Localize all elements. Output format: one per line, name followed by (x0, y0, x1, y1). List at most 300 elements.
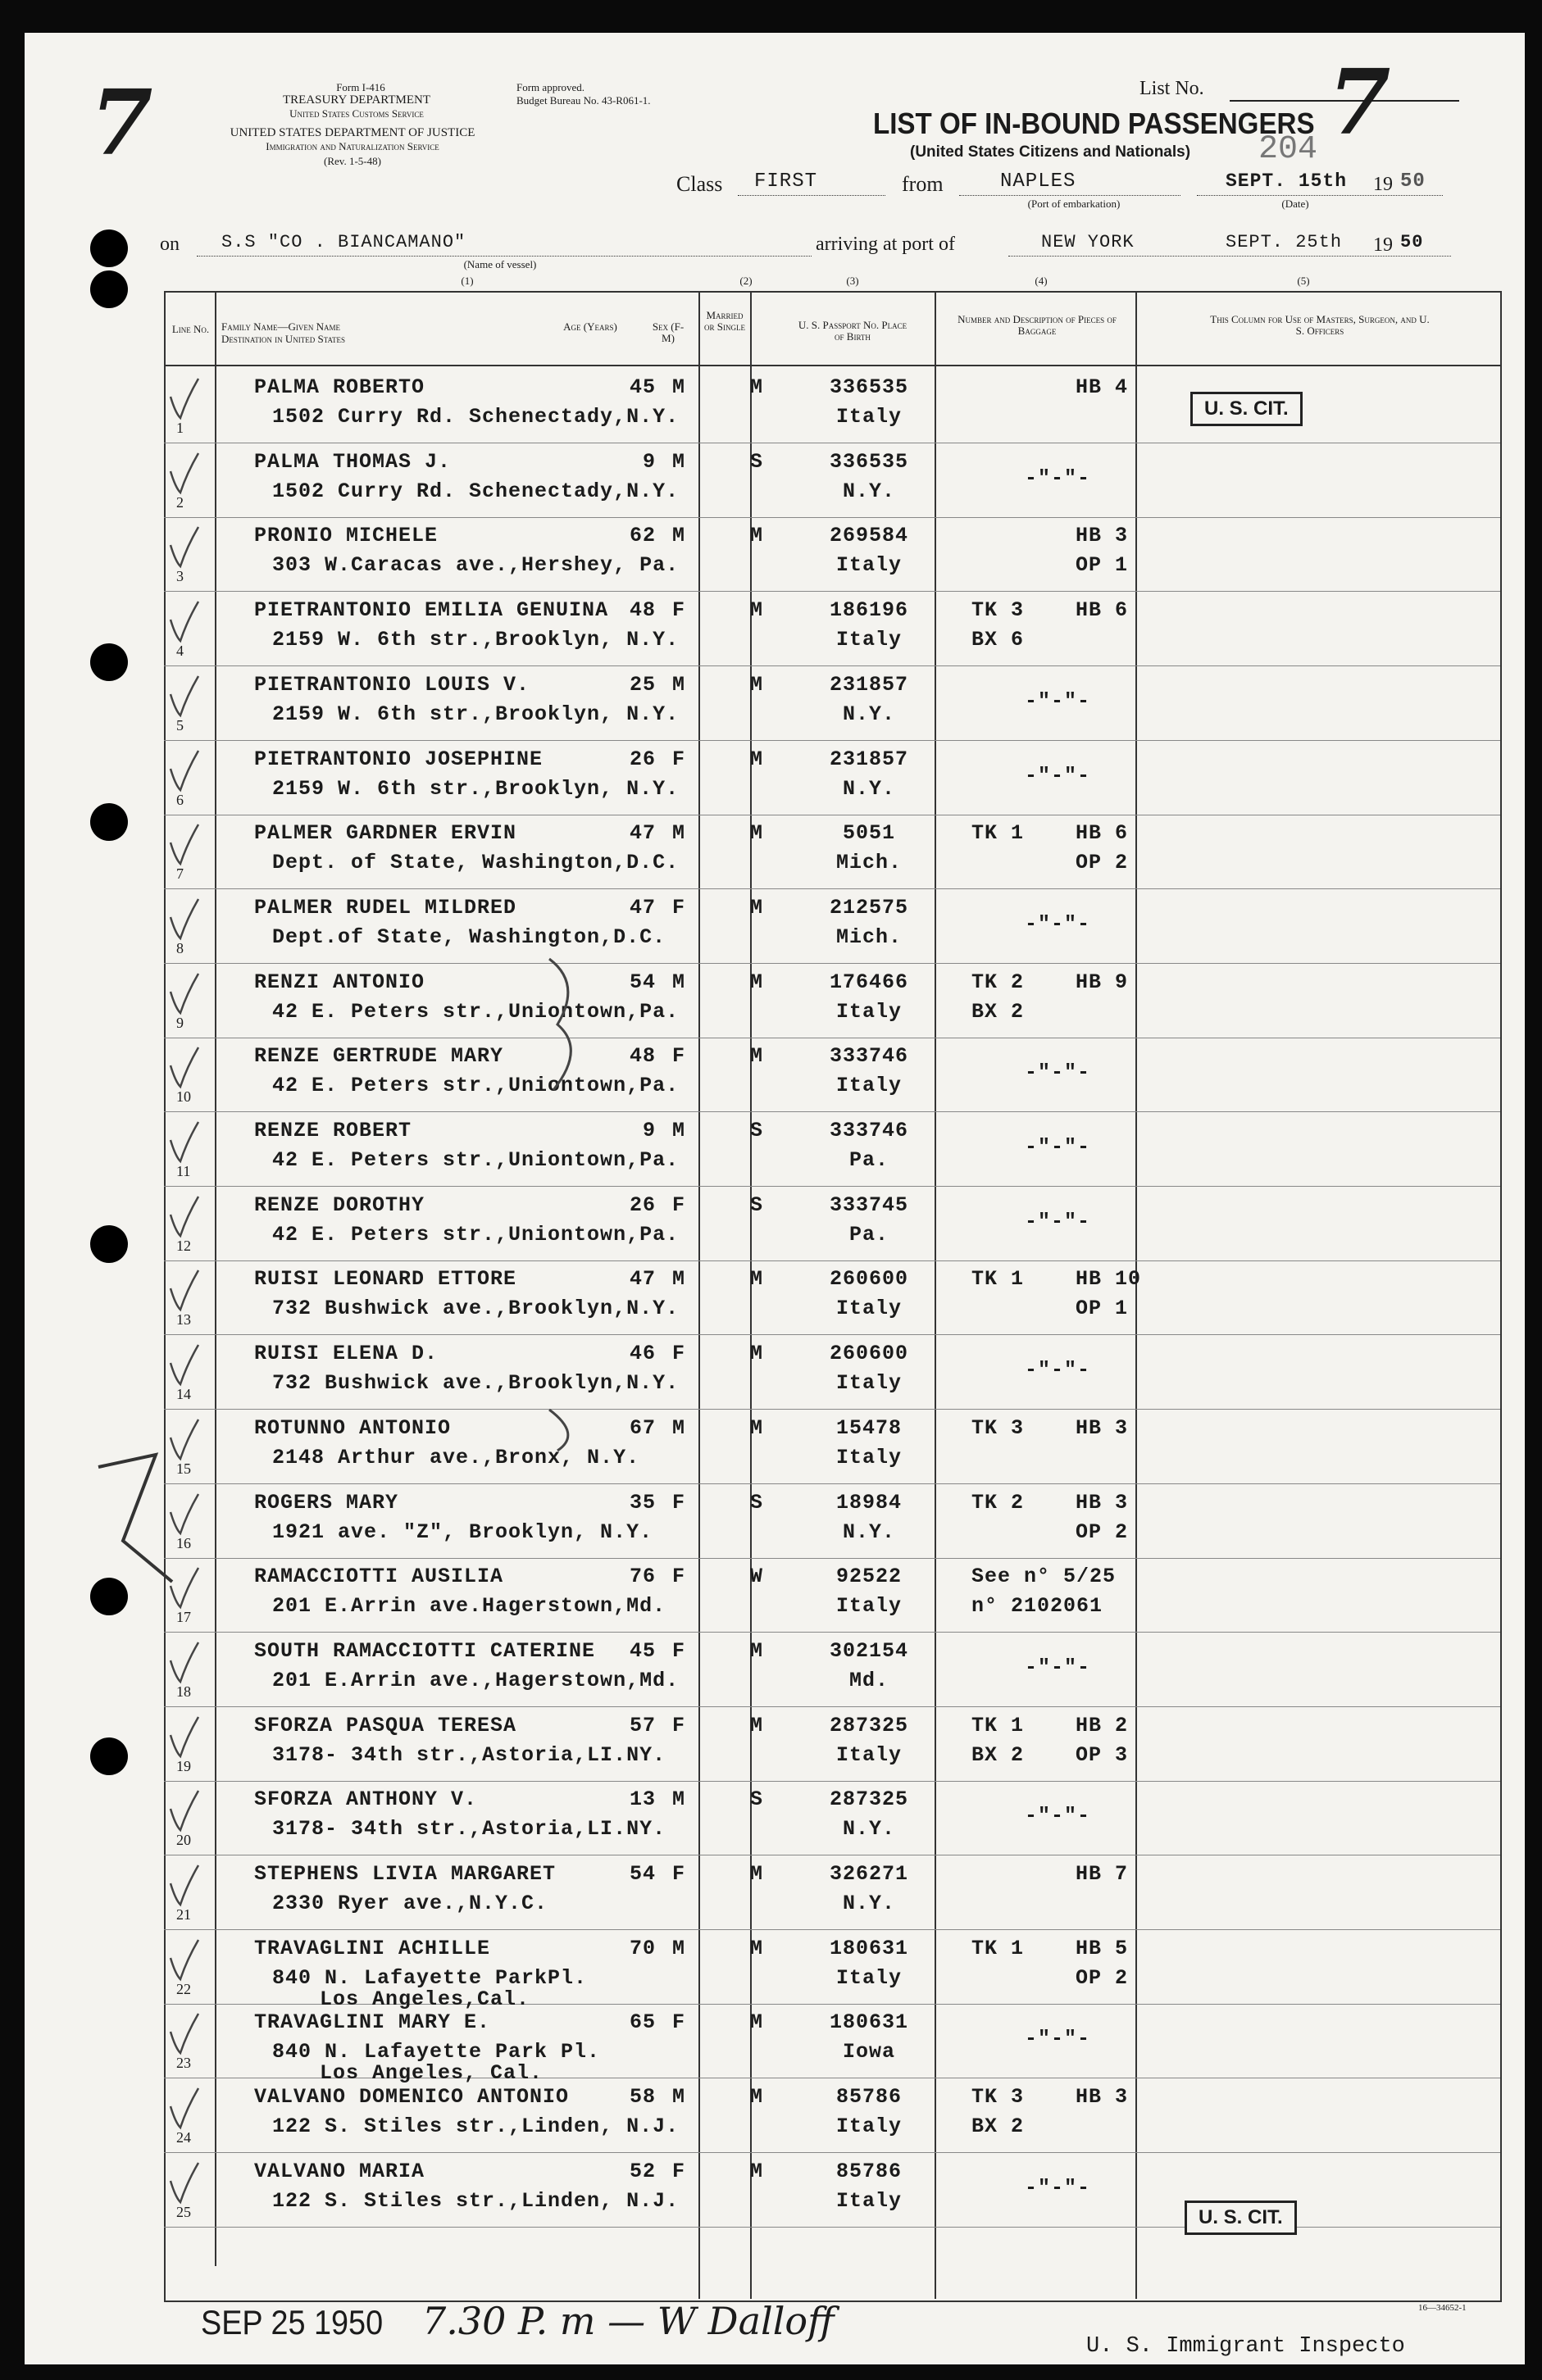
marital-status: M (750, 2085, 764, 2110)
destination-address: 2159 W. 6th str.,Brooklyn, N.Y. (272, 776, 680, 801)
marital-status: M (750, 821, 764, 846)
passport-number: 92522 (835, 1565, 902, 1589)
budget-bureau: Budget Bureau No. 43-R061-1. (516, 94, 651, 107)
passenger-sex: F (672, 2010, 686, 2035)
passenger-name: VALVANO DOMENICO ANTONIO (254, 2085, 570, 2110)
passport-number: 287325 (829, 1713, 908, 1737)
baggage-left-2: BX 2 (971, 2114, 1025, 2139)
baggage-left-2: n° 2102061 (971, 1594, 1103, 1619)
passenger-name: SOUTH RAMACCIOTTI CATERINE (254, 1638, 596, 1663)
baggage-left-2: BX 2 (971, 1742, 1025, 1767)
destination-address: Dept.of State, Washington,D.C. (272, 924, 666, 949)
destination-address-cont: Los Angeles,Cal. (320, 1987, 530, 2011)
table-row (164, 443, 1500, 518)
line-number: 8 (176, 939, 184, 956)
passenger-sex: M (672, 821, 686, 846)
class-line (738, 195, 885, 196)
table-row (164, 1707, 1500, 1782)
passport-number: 212575 (829, 895, 908, 920)
date-caption: (Date) (1281, 198, 1309, 210)
header-divider (164, 365, 1500, 366)
passenger-name: VALVANO MARIA (254, 2159, 425, 2183)
page-title: LIST OF IN-BOUND PASSENGERS (873, 107, 1315, 140)
marital-status: S (750, 449, 764, 474)
passenger-sex: F (672, 1565, 686, 1589)
checkmark-icon (164, 1192, 205, 1241)
table-row (164, 1335, 1500, 1410)
passenger-name: SFORZA PASQUA TERESA (254, 1713, 517, 1737)
col-num: (3) (846, 275, 859, 287)
passenger-age: 54 (629, 970, 656, 994)
passenger-age: 58 (629, 2085, 656, 2110)
page-subtitle: (United States Citizens and Nationals) (910, 143, 1191, 161)
passenger-age: 26 (629, 747, 656, 771)
passenger-sex: M (672, 970, 686, 994)
table-row (164, 1781, 1500, 1855)
baggage-left-1: TK 1 (971, 821, 1025, 846)
line-number: 13 (176, 1311, 191, 1329)
marital-status: S (750, 1192, 764, 1217)
place-of-birth: Italy (835, 1742, 902, 1767)
checkmark-icon (164, 1712, 205, 1761)
arriving-label: arriving at port of (816, 234, 955, 255)
checkmark-icon (164, 374, 205, 423)
passenger-name: STEPHENS LIVIA MARGARET (254, 1862, 557, 1886)
baggage-ditto: -"-"- (1025, 1804, 1091, 1828)
baggage-right-1: HB 3 (1076, 1490, 1129, 1515)
baggage-right-2: OP 2 (1076, 851, 1129, 875)
arrival-year-prefix: 19 (1373, 234, 1393, 256)
passenger-sex: M (672, 2085, 686, 2110)
destination-address: 201 E.Arrin ave.Hagerstown,Md. (272, 1594, 666, 1619)
baggage-ditto: -"-"- (1025, 688, 1091, 713)
baggage-left-2: BX 6 (971, 628, 1025, 652)
place-of-birth: Italy (835, 1965, 902, 1990)
line-number: 6 (176, 791, 184, 808)
line-number: 7 (176, 865, 184, 883)
from-value: NAPLES (1000, 170, 1076, 193)
baggage-right-2: OP 3 (1076, 1742, 1129, 1767)
marital-status: M (750, 970, 764, 994)
passenger-name: RENZE GERTRUDE MARY (254, 1044, 504, 1069)
destination-address: 201 E.Arrin ave.,Hagerstown,Md. (272, 1668, 680, 1692)
passenger-sex: M (672, 449, 686, 474)
passenger-age: 47 (629, 1267, 656, 1292)
vessel-name: S.S "CO . BIANCAMANO" (221, 232, 466, 252)
passport-number: 15478 (835, 1415, 902, 1440)
passenger-sex: F (672, 1713, 686, 1737)
checkmark-icon (164, 820, 205, 869)
passenger-age: 45 (629, 1638, 656, 1663)
marital-status: M (750, 524, 764, 548)
passenger-age: 25 (629, 672, 656, 697)
destination-address: 1502 Curry Rd. Schenectady,N.Y. (272, 405, 680, 429)
baggage-right-1: HB 4 (1076, 375, 1129, 399)
dept-justice: UNITED STATES DEPARTMENT OF JUSTICE (230, 126, 475, 139)
form-number: Form I-416 (336, 81, 385, 93)
baggage-right-2: OP 2 (1076, 1965, 1129, 1990)
punch-hole (90, 643, 128, 681)
passenger-name: SFORZA ANTHONY V. (254, 1787, 478, 1812)
baggage-left-1: TK 1 (971, 1713, 1025, 1737)
baggage-left-1: TK 1 (971, 1267, 1025, 1292)
passenger-sex: F (672, 1490, 686, 1515)
form-code: 16—34652-1 (1418, 2303, 1467, 2313)
passenger-sex: F (672, 1638, 686, 1663)
checkmark-icon (164, 2158, 205, 2207)
table-row (164, 1187, 1500, 1261)
passenger-sex: F (672, 747, 686, 771)
inspector-label: U. S. Immigrant Inspecto (1086, 2334, 1405, 2359)
place-of-birth: Italy (835, 1594, 902, 1619)
passport-number: 231857 (829, 672, 908, 697)
baggage-left-1: TK 2 (971, 1490, 1025, 1515)
arrival-year: 50 (1400, 232, 1424, 252)
checkmark-icon (164, 597, 205, 646)
line-number: 3 (176, 568, 184, 585)
passport-number: 333746 (829, 1119, 908, 1142)
place-of-birth: Italy (835, 553, 902, 578)
destination-address: 3178- 34th str.,Astoria,LI.NY. (272, 1817, 666, 1842)
checkmark-icon (164, 746, 205, 795)
place-of-birth: Italy (835, 999, 902, 1024)
checkmark-icon (164, 2083, 205, 2132)
passenger-sex: M (672, 1936, 686, 1960)
passport-number: 333745 (829, 1192, 908, 1217)
passenger-sex: M (672, 1119, 686, 1142)
handwritten-marks (74, 1442, 189, 1606)
line-number: 2 (176, 493, 184, 511)
footer-date-stamp: SEP 25 1950 (201, 2303, 384, 2341)
marital-status: M (750, 1044, 764, 1069)
baggage-right-1: HB 9 (1076, 970, 1129, 994)
vessel-line (197, 256, 812, 257)
checkmark-icon (164, 1340, 205, 1389)
corner-list-mark: 7 (90, 70, 153, 175)
place-of-birth: Italy (835, 2114, 902, 2139)
baggage-right-1: HB 6 (1076, 821, 1129, 846)
marital-status: M (750, 1267, 764, 1292)
marital-status: S (750, 1787, 764, 1812)
passport-number: 336535 (829, 449, 908, 474)
table-row (164, 2004, 1500, 2086)
manifest-sheet (25, 33, 1525, 2364)
form-approved: Form approved. (516, 81, 585, 93)
punch-hole (90, 270, 128, 308)
col-num: (5) (1297, 275, 1310, 287)
handwritten-bracket (541, 951, 590, 1459)
checkmark-icon (164, 1786, 205, 1835)
line-number: 5 (176, 716, 184, 734)
passenger-sex: F (672, 1044, 686, 1069)
passenger-sex: M (672, 375, 686, 399)
table-row (164, 592, 1500, 666)
passport-number: 231857 (829, 747, 908, 771)
passenger-age: 35 (629, 1490, 656, 1515)
passport-number: 333746 (829, 1044, 908, 1069)
baggage-ditto: -"-"- (1025, 763, 1091, 788)
table-row (164, 741, 1500, 815)
col-num: (1) (461, 275, 474, 287)
depart-date: SEPT. 15th (1226, 170, 1348, 192)
baggage-right-2: OP 1 (1076, 1297, 1129, 1321)
col-num: (2) (739, 275, 753, 287)
passenger-sex: F (672, 2159, 686, 2183)
table-row (164, 964, 1500, 1038)
line-number: 23 (176, 2055, 191, 2072)
passenger-age: 65 (629, 2010, 656, 2035)
passenger-name: RUISI ELENA D. (254, 1342, 439, 1366)
destination-address: 1921 ave. "Z", Brooklyn, N.Y. (272, 1519, 653, 1544)
place-of-birth: Italy (835, 1074, 902, 1098)
passenger-age: 13 (629, 1787, 656, 1812)
destination-address: 732 Bushwick ave.,Brooklyn,N.Y. (272, 1371, 680, 1396)
baggage-left-1: TK 2 (971, 970, 1025, 994)
baggage-left-1: See n° 5/25 (971, 1565, 1117, 1589)
marital-status: M (750, 672, 764, 697)
passport-number: 85786 (835, 2085, 902, 2110)
line-number: 22 (176, 1980, 191, 1997)
table-row (164, 1038, 1500, 1112)
marital-status: M (750, 1342, 764, 1366)
class-value: FIRST (754, 170, 818, 193)
passenger-age: 45 (629, 375, 656, 399)
checkmark-icon (164, 671, 205, 720)
line-number: 4 (176, 643, 184, 660)
passenger-sex: F (672, 598, 686, 623)
baggage-ditto: -"-"- (1025, 911, 1091, 936)
baggage-right-1: HB 10 (1076, 1267, 1142, 1292)
passenger-age: 26 (629, 1192, 656, 1217)
passenger-name: PALMA ROBERTO (254, 375, 425, 399)
line-number: 21 (176, 1906, 191, 1923)
passenger-age: 46 (629, 1342, 656, 1366)
destination-address: 122 S. Stiles str.,Linden, N.J. (272, 2114, 680, 2139)
passport-number: 260600 (829, 1342, 908, 1366)
passenger-age: 9 (642, 449, 656, 474)
marital-status: M (750, 1415, 764, 1440)
place-of-birth: N.Y. (842, 1817, 895, 1842)
list-no-label: List No. (1139, 78, 1204, 99)
destination-address: Dept. of State, Washington,D.C. (272, 851, 680, 875)
passenger-age: 62 (629, 524, 656, 548)
destination-address: 3178- 34th str.,Astoria,LI.NY. (272, 1742, 666, 1767)
baggage-ditto: -"-"- (1025, 1135, 1091, 1159)
passenger-sex: F (672, 1862, 686, 1886)
passenger-sex: F (672, 895, 686, 920)
marital-status: M (750, 1862, 764, 1886)
baggage-left-1: TK 1 (971, 1936, 1025, 1960)
passenger-sex: F (672, 1342, 686, 1366)
destination-address: 42 E. Peters str.,Uniontown,Pa. (272, 1074, 680, 1098)
destination-address: 840 N. Lafayette ParkPl. (272, 1965, 588, 1990)
stamp-number: 204 (1258, 131, 1318, 168)
passenger-sex: M (672, 1787, 686, 1812)
passenger-sex: M (672, 672, 686, 697)
place-of-birth: N.Y. (842, 1519, 895, 1544)
passport-number: 326271 (829, 1862, 908, 1886)
passenger-age: 48 (629, 598, 656, 623)
punch-hole (90, 229, 128, 267)
date-line (1197, 195, 1443, 196)
embark-caption: (Port of embarkation) (1027, 198, 1121, 210)
passenger-name: PRONIO MICHELE (254, 524, 439, 548)
marital-status: M (750, 2159, 764, 2183)
checkmark-icon (164, 969, 205, 1018)
table-row (164, 815, 1500, 889)
destination-address: 122 S. Stiles str.,Linden, N.J. (272, 2188, 680, 2213)
baggage-right-2: OP 1 (1076, 553, 1129, 578)
passenger-name: TRAVAGLINI MARY E. (254, 2010, 491, 2035)
passenger-name: PIETRANTONIO JOSEPHINE (254, 747, 544, 771)
passport-number: 336535 (829, 375, 908, 399)
table-row (164, 1930, 1500, 2011)
marital-status: M (750, 375, 764, 399)
header-married: Married or Single (704, 309, 745, 333)
dept-treasury: TREASURY DEPARTMENT (282, 93, 431, 107)
table-row (164, 1484, 1500, 1559)
passenger-name: PIETRANTONIO LOUIS V. (254, 672, 530, 697)
dept-immigration: Immigration and Naturalization Service (266, 140, 439, 152)
arrival-port: NEW YORK (1041, 232, 1135, 252)
place-of-birth: N.Y. (842, 479, 895, 503)
from-label: from (902, 172, 944, 196)
table-row (164, 1633, 1500, 1707)
destination-address: 732 Bushwick ave.,Brooklyn,N.Y. (272, 1297, 680, 1321)
passenger-age: 76 (629, 1565, 656, 1589)
checkmark-icon (164, 894, 205, 943)
form-revision: (Rev. 1-5-48) (324, 155, 381, 167)
place-of-birth: Pa. (848, 1148, 889, 1172)
passenger-name: RENZI ANTONIO (254, 970, 425, 994)
baggage-left-1: TK 3 (971, 598, 1025, 623)
us-cit-stamp: U. S. CIT. (1185, 2201, 1297, 2235)
passenger-age: 57 (629, 1713, 656, 1737)
baggage-ditto: -"-"- (1025, 2175, 1091, 2200)
destination-address: 1502 Curry Rd. Schenectady,N.Y. (272, 479, 680, 503)
passenger-age: 52 (629, 2159, 656, 2183)
destination-address: 42 E. Peters str.,Uniontown,Pa. (272, 1148, 680, 1172)
passenger-name: ROGERS MARY (254, 1490, 399, 1515)
line-number: 15 (176, 1460, 191, 1477)
passport-number: 5051 (842, 821, 895, 846)
destination-address: 2148 Arthur ave.,Bronx, N.Y. (272, 1445, 640, 1469)
place-of-birth: Mich. (835, 851, 902, 875)
checkmark-icon (164, 1042, 205, 1092)
punch-hole (90, 1737, 128, 1775)
col-num: (4) (1035, 275, 1048, 287)
marital-status: M (750, 747, 764, 771)
place-of-birth: N.Y. (842, 1892, 895, 1915)
passenger-age: 47 (629, 895, 656, 920)
passenger-sex: M (672, 524, 686, 548)
checkmark-icon (164, 522, 205, 571)
header-sex: Sex (F-M) (652, 320, 685, 344)
line-number: 17 (176, 1609, 191, 1626)
place-of-birth: Italy (835, 1371, 902, 1396)
destination-address: 840 N. Lafayette Park Pl. (272, 2040, 601, 2064)
passport-number: 260600 (829, 1267, 908, 1292)
depart-year-prefix: 19 (1373, 174, 1393, 195)
place-of-birth: Md. (848, 1668, 889, 1692)
table-row (164, 517, 1500, 592)
list-no-value: 7 (1328, 49, 1391, 155)
marital-status: S (750, 1119, 764, 1142)
passenger-age: 48 (629, 1044, 656, 1069)
marital-status: M (750, 2010, 764, 2035)
checkmark-icon (164, 1117, 205, 1166)
table-row (164, 1112, 1500, 1187)
us-cit-stamp: U. S. CIT. (1190, 392, 1303, 426)
baggage-ditto: -"-"- (1025, 1209, 1091, 1233)
table-row (164, 1855, 1500, 1930)
arrival-date: SEPT. 25th (1226, 232, 1343, 252)
destination-address: 42 E. Peters str.,Uniontown,Pa. (272, 999, 680, 1024)
passport-number: 176466 (829, 970, 908, 994)
passenger-sex: M (672, 1415, 686, 1440)
marital-status: M (750, 895, 764, 920)
line-number: 12 (176, 1237, 191, 1254)
table-row (164, 2078, 1500, 2153)
passenger-name: RAMACCIOTTI AUSILIA (254, 1565, 504, 1589)
baggage-right-1: HB 3 (1076, 1415, 1129, 1440)
marital-status: S (750, 1490, 764, 1515)
passenger-age: 54 (629, 1862, 656, 1886)
passenger-age: 9 (642, 1119, 656, 1142)
line-number: 14 (176, 1386, 191, 1403)
class-label: Class (676, 172, 723, 196)
line-number: 18 (176, 1683, 191, 1700)
baggage-right-2: OP 2 (1076, 1519, 1129, 1544)
baggage-right-1: HB 3 (1076, 524, 1129, 548)
destination-address: 303 W.Caracas ave.,Hershey, Pa. (272, 553, 680, 578)
line-number: 10 (176, 1088, 191, 1106)
passenger-name: PALMA THOMAS J. (254, 449, 452, 474)
place-of-birth: Iowa (842, 2040, 895, 2064)
passport-number: 85786 (835, 2159, 902, 2183)
line-number: 24 (176, 2129, 191, 2146)
marital-status: W (750, 1565, 764, 1589)
header-line-no: Line No. (171, 323, 210, 335)
table-row (164, 1260, 1500, 1335)
port-line (1008, 256, 1451, 257)
passenger-name: RENZE ROBERT (254, 1119, 412, 1142)
place-of-birth: Italy (835, 628, 902, 652)
passenger-sex: F (672, 1192, 686, 1217)
passenger-name: PALMER GARDNER ERVIN (254, 821, 517, 846)
baggage-ditto: -"-"- (1025, 1655, 1091, 1679)
place-of-birth: Italy (835, 405, 902, 429)
passenger-age: 70 (629, 1936, 656, 1960)
destination-address-cont: Los Angeles, Cal. (320, 2061, 544, 2086)
place-of-birth: Pa. (848, 1222, 889, 1247)
passport-number: 302154 (829, 1638, 908, 1663)
checkmark-icon (164, 1860, 205, 1910)
footer-signature: 7.30 P. m — W Dalloff (422, 2299, 835, 2343)
from-line (959, 195, 1180, 196)
vessel-caption: (Name of vessel) (463, 258, 537, 270)
place-of-birth: N.Y. (842, 776, 895, 801)
baggage-ditto: -"-"- (1025, 466, 1091, 490)
place-of-birth: Italy (835, 1445, 902, 1469)
header-name: Family Name—Given Name (221, 320, 340, 333)
header-baggage: Number and Description of Pieces of Baggage (957, 313, 1117, 337)
passenger-name: RENZE DOROTHY (254, 1192, 425, 1217)
line-number: 11 (176, 1163, 191, 1179)
baggage-ditto: -"-"- (1025, 1358, 1091, 1383)
checkmark-icon (164, 1637, 205, 1687)
table-row (164, 1558, 1500, 1633)
